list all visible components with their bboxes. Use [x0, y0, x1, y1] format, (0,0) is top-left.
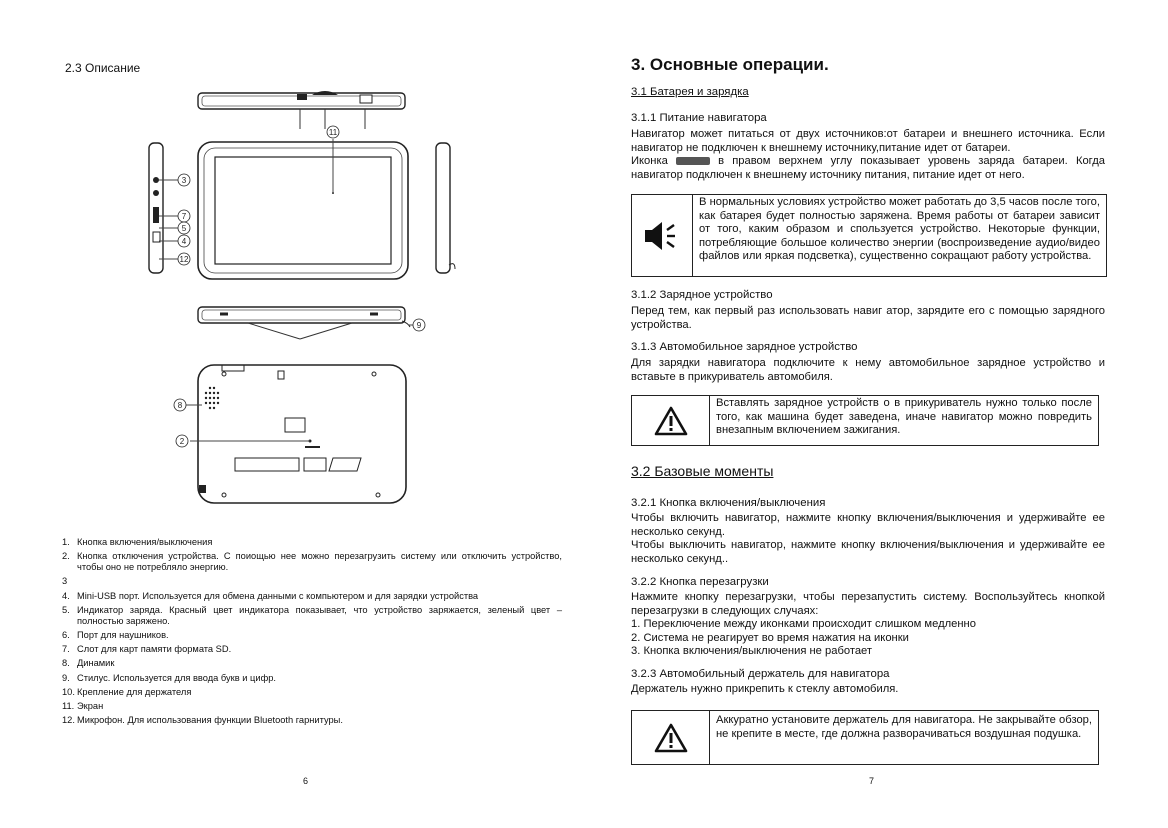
list-item: 11. Экран: [62, 700, 104, 711]
main-title: 3. Основные операции.: [631, 55, 829, 74]
page-number-left: 6: [303, 776, 309, 786]
paragraph-3-1-3: Для зарядки навигатора подключите к нему автомобильное зарядное устройство и вставьте в прикуриватель автомобиля.: [631, 357, 1105, 383]
paragraph-3-2-3: Держатель нужно прикрепить к стеклу автомобиля.: [631, 683, 899, 695]
note-text-holder: Аккуратно установите держатель для навигатора. Не закрывайте обзор, не крепите в месте, где должна разворачиваться воздушная подушка.: [716, 714, 1092, 740]
list-item: 4. Mini-USB порт. Используется для обмена данными с компьютером и для зарядки устройства: [62, 590, 479, 601]
heading-3-1-2: 3.1.2 Зарядное устройство: [631, 289, 773, 301]
heading-3-2-2: 3.2.2 Кнопка перезагрузки: [631, 576, 769, 588]
device-diagram: [140, 85, 460, 505]
list-item: 3. Кнопка включения/выключения не работает: [631, 645, 873, 657]
section-title-2-3: 2.3 Описание: [65, 61, 141, 75]
paragraph-3-2-2: Нажмите кнопку перезагрузки, чтобы перезапустить систему. Воспользуйтесь кнопкой перезагрузки в следующих случаях: 1. Переключение между иконками происходит слишком медленно 2. Система не реагирует во время нажатия на иконки 3. Кнопка включения/выключения не работает: [631, 591, 1105, 657]
list-item: 2. Кнопка отключения устройства. С поиощью нее можно перезагрузить систему или отключить устройство, чтобы оно не потребляло энергию.: [62, 551, 562, 573]
paragraph-3-2-1: Чтобы включить навигатор, нажмите кнопку включения/выключения и удерживайте ее несколько секунд. Чтобы выключить навигатор, нажмите кнопку включения/выключения и удерживайте ее несколько секунд..: [631, 512, 1105, 565]
callout-4: 4: [181, 237, 187, 246]
subsection-title-3-1: 3.1 Батарея и зарядка: [631, 86, 749, 98]
battery-icon: [676, 157, 710, 165]
note-text-car-charger: Вставлять зарядное устройств о в прикуриватель нужно только после того, как машина будет заведена, иначе навигатор можно повредить внезапным включением зажигания.: [716, 397, 1092, 436]
parts-list: [62, 537, 562, 729]
paragraph-3-1-2: Перед тем, как первый раз использовать навиг атор, зарядите его с помощью зарядного устройства.: [631, 305, 1105, 331]
callout-2: 2: [179, 437, 185, 446]
callout-12: 12: [179, 255, 189, 264]
heading-3-1-3: 3.1.3 Автомобильное зарядное устройство: [631, 341, 858, 353]
list-item: 6. Порт для наушников.: [62, 630, 169, 641]
callout-9: 9: [416, 321, 422, 330]
note-box-car-charger: [631, 395, 1099, 446]
paragraph-3-1-1: Навигатор может питаться от двух источников:от батареи и внешнего источника. Если навигатор не подключен к внешнему источнику,питание идет от батареи. Иконка в правом верхнем углу показывает уровень заряда батареи. Когда навигатор подключен к внешнему источнику питания, питание идет от него.: [631, 128, 1106, 181]
heading-3-2-1: 3.2.1 Кнопка включения/выключения: [631, 497, 826, 509]
callout-5: 5: [181, 224, 187, 233]
warning-icon: [654, 723, 688, 753]
list-item: 12. Микрофон. Для использования функции Bluetooth гарнитуры.: [62, 715, 343, 726]
callout-7: 7: [181, 212, 187, 221]
note-text-battery: В нормальных условиях устройство может работать до 3,5 часов после того, как батарея будет полностью заряжена. Время работы от батареи зависит от того, каким образом и спользуется устройство. Некоторые функции, потребляющие большое количество энергии (воспроизведение аудио/видео файлов или яркая подсветка), существенно сокращают работу устройства.: [699, 196, 1100, 262]
warning-icon: [654, 406, 688, 436]
note-box-battery: [631, 194, 1107, 277]
page-number-right: 7: [869, 776, 875, 786]
speaker-icon: [642, 219, 682, 253]
note-box-holder: [631, 710, 1099, 765]
list-item: 8. Динамик: [62, 658, 115, 669]
list-item: 2. Система не реагирует во время нажатия на иконки: [631, 631, 909, 644]
list-item: 1. Переключение между иконками происходит слишком медленно: [631, 618, 976, 630]
list-item: 3: [62, 576, 68, 587]
list-item: 5. Индикатор заряда. Красный цвет индикатора показывает, что устройство заряжается, зеленый цвет – полностью заряжено.: [62, 604, 562, 626]
list-item: 7. Слот для карт памяти формата SD.: [62, 644, 232, 655]
list-item: 9. Стилус. Используется для ввода букв и цифр.: [62, 672, 276, 683]
callout-11: 11: [328, 128, 338, 137]
heading-3-1-1: 3.1.1 Питание навигатора: [631, 112, 767, 124]
heading-3-2-3: 3.2.3 Автомобильный держатель для навигатора: [631, 668, 890, 680]
list-item: 1. Кнопка включения/выключения: [62, 537, 213, 547]
callout-3: 3: [181, 176, 187, 185]
list-item: 10. Крепление для держателя: [62, 686, 192, 697]
section-title-3-2: 3.2 Базовые моменты: [631, 463, 774, 479]
callout-8: 8: [177, 401, 183, 410]
